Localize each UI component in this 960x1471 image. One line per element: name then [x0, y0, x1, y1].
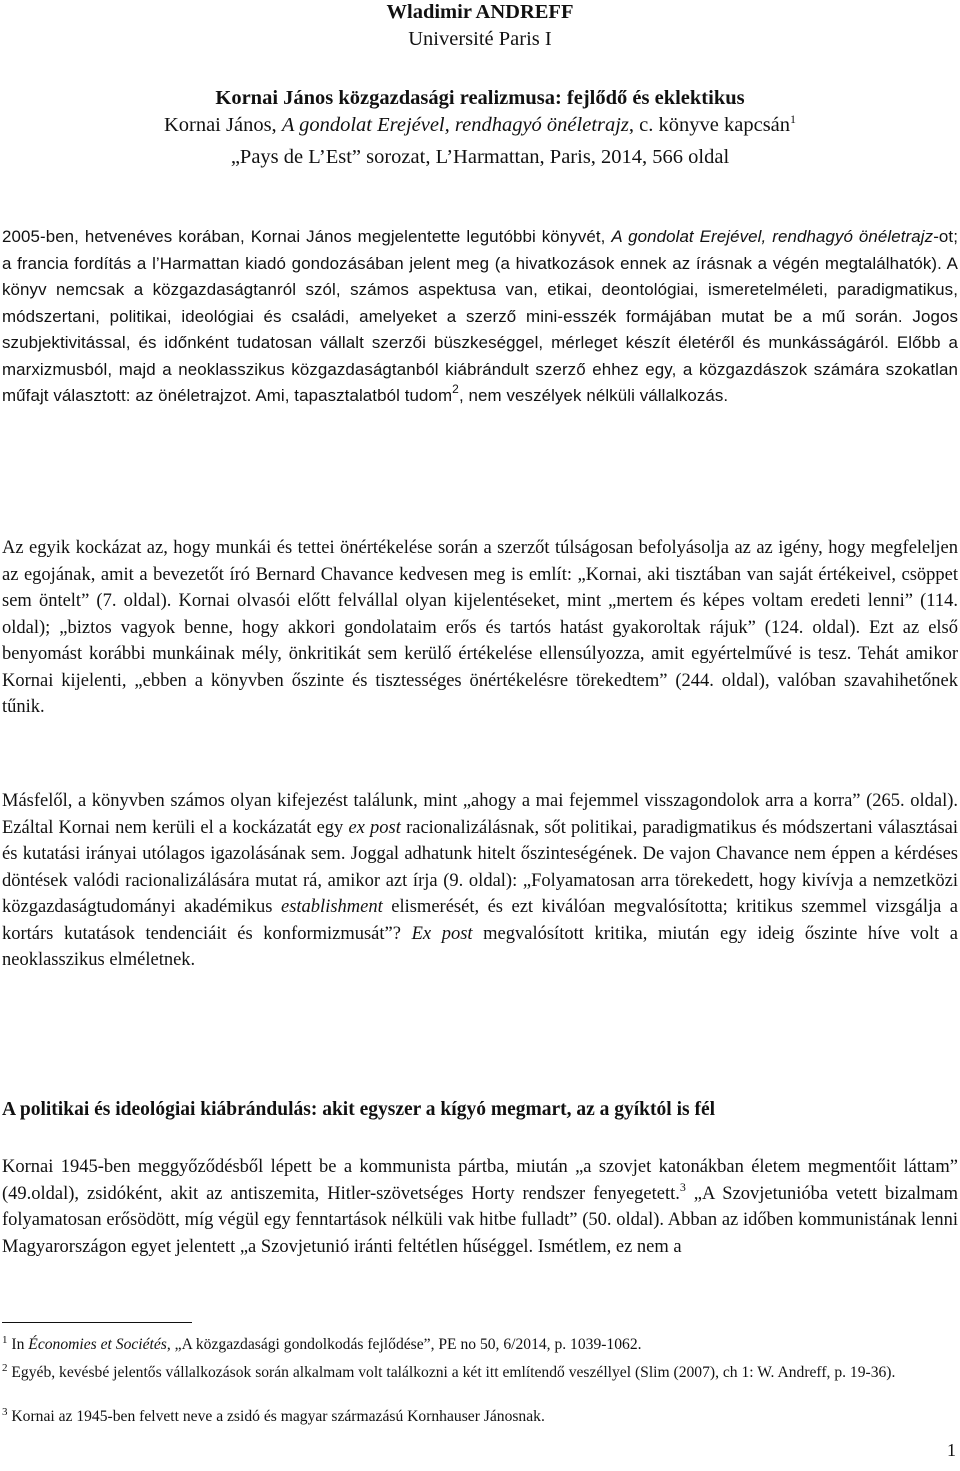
- text-span: In: [7, 1336, 29, 1353]
- footnote-ref-2: 2: [452, 382, 459, 396]
- italic-span: establishment: [281, 897, 383, 917]
- article-subtitle: [0, 111, 960, 139]
- author-affiliation: Université Paris I: [408, 28, 552, 50]
- footnote-separator: [2, 1322, 192, 1323]
- footnote-ref-1: 1: [790, 112, 797, 126]
- page-number: 1: [947, 1440, 956, 1460]
- text-span: , nem veszélyek nélküli vállalkozás.: [458, 386, 729, 405]
- italic-span: Économies et Sociétés: [28, 1336, 167, 1353]
- italic-span: ex post: [348, 817, 401, 838]
- text-span: 2005-ben, hetvenéves korában, Kornai János megjelentette legutóbbi könyvét,: [2, 227, 612, 246]
- italic-span: A gondolat Erejével, rendhagyó önéletrajz: [611, 227, 934, 246]
- text-span: elismerését, és ezt kiválóan megvalósította; kritikus szemmel vizsgálja a kortárs kutatások tendenciáit és konformizmusát”?: [2, 897, 959, 944]
- text-span: „A Szovjetunióba vetett bizalmam folyamatosan erősödött, míg végül egy fenntartások nélküli vak hitbe fulladt” (50. oldal). Abban az időben kommunistának lenni Magyarországon egyet jelentett „a Szovjetunió iránti feltétlen hűséggel. Ismétlem, ez nem a: [2, 1183, 959, 1257]
- text-span: megvalósított kritika, miután egy ideig őszinte híve volt a neoklasszikus elméletnek.: [2, 923, 958, 970]
- text-span: racionalizálásnak, sőt politikai, paradigmatikus és módszertani választásai és kutatási irányai utólagos igazolásának sem. Joggal adhatunk hitelt őszinteségének. De vajon Chavance nem éppen a kérdéses döntések valódi racionalizálására mutat rá, amikor azt írja (9. oldal): „Folyamatosan arra törekedett, hogy kivívja a nemzetközi közgazdaságtudományi akadémikus: [2, 817, 959, 917]
- text-span: -ot; a francia fordítás a l’Harmattan kiadó gondozásában jelent meg (a hivatkozások ennek az írásnak a végén megtalálhatók). A könyv nemcsak a közgazdaságtanról szól, számos aspektusa van, etikai, deontológiai, ismeretelméleti, paradigmatikus, módszertani, politikai, ideológiai és családi, amelyeket a szerző mini-esszék formájában mutat be a mű során. Jogos szubjektivitással, és időnként tudatosan vállalt szerzői büszkeséggel, mérleget készít életéről és munkásságáról. Előbb a marxizmusból, majd a neoklasszikus közgazdaságtanból kiábrándult szerző ehhez egy, a közgazdászok számára szokatlan műfajt választott: az önéletrajzot. Ami, tapasztalatból tudom: [2, 227, 958, 405]
- article-title: Kornai János közgazdasági realizmusa: fejlődő és eklektikus: [215, 87, 745, 109]
- paragraph-intro: [2, 224, 958, 410]
- footnote-1: [2, 1334, 958, 1356]
- footnote-number: 3: [2, 1406, 8, 1418]
- text-span: Kornai 1945-ben meggyőződésből lépett be a kommunista pártba, miután „a szovjet katonákban életem megmentőit láttam” (49.oldal), zsidóként, akit az antiszemita, Hitler-szövetséges Horty rendszer fenyegetett.: [2, 1157, 958, 1204]
- text-span: , „A közgazdasági gondolkodás fejlődése”, PE no 50, 6/2014, p. 1039-1062.: [166, 1336, 642, 1353]
- footnote-number: 1: [2, 1334, 8, 1346]
- author-name: Wladimir ANDREFF: [386, 1, 574, 23]
- footnote-2: [2, 1362, 958, 1384]
- text-span: Kornai az 1945-ben felvett neve a zsidó és magyar származású Kornhauser Jánosnak.: [7, 1408, 545, 1425]
- italic-span: Ex post: [411, 923, 473, 944]
- text-span: Másfelől, a könyvben számos olyan kifejezést találunk, mint „ahogy a mai fejemmel visszagondolok arra a korra” (265. oldal). Ezáltal Kornai nem kerüli el a kockázatát egy: [2, 791, 958, 838]
- book-title: A gondolat Erejével, rendhagyó önéletrajz: [281, 114, 629, 136]
- paragraph-risk: Az egyik kockázat az, hogy munkái és tettei önértékelése során a szerzőt túlságosan befolyásolja az az igény, hogy megfeleljen az egojának, amit a bevezetőt író Bernard Chavance kedvesen meg is említ: „Kornai, aki tisztában van saját értékeivel, csöppet sem öntelt” (7. oldal). Kornai olvasói előtt felvállal olyan kijelentéseket, mint „mertem és képes voltam eredeti lenni” (114. oldal); „biztos vagyok benne, hogy akkori gondolataim erős és tartós hatást gyakoroltak rájuk” (124. oldal). Ezt az első benyomást korábbi munkáinak mély, önkritikát sem kerülő értékelése ellensúlyozza, amit egyértelművé is tesz. Tehát amikor Kornai kijelenti, „ebben a könyvben őszinte és tisztességes önértékelésre törekedtem” (244. oldal), valóban szavahihetőnek tűnik.: [2, 538, 958, 717]
- footnote-ref-3: 3: [679, 1179, 686, 1194]
- subtitle-pre: Kornai János,: [163, 114, 282, 136]
- subtitle-post: , c. könyve kapcsán: [628, 114, 791, 136]
- paragraph-1945: [2, 1154, 958, 1260]
- section-heading: A politikai és ideológiai kiábrándulás: akit egyszer a kígyó megmart, az a gyíktól is fél: [2, 1099, 716, 1120]
- text-span: Egyéb, kevésbé jelentős vállalkozások során alkalmam volt találkozni a két itt említendő veszéllyel (Slim (2007), ch 1: W. Andreff, p. 19-36).: [7, 1364, 896, 1381]
- paragraph-ex-post: [2, 788, 958, 974]
- publication-info: „Pays de L’Est” sorozat, L’Harmattan, Paris, 2014, 566 oldal: [230, 146, 730, 168]
- footnote-number: 2: [2, 1362, 8, 1374]
- footnote-3: [2, 1406, 958, 1428]
